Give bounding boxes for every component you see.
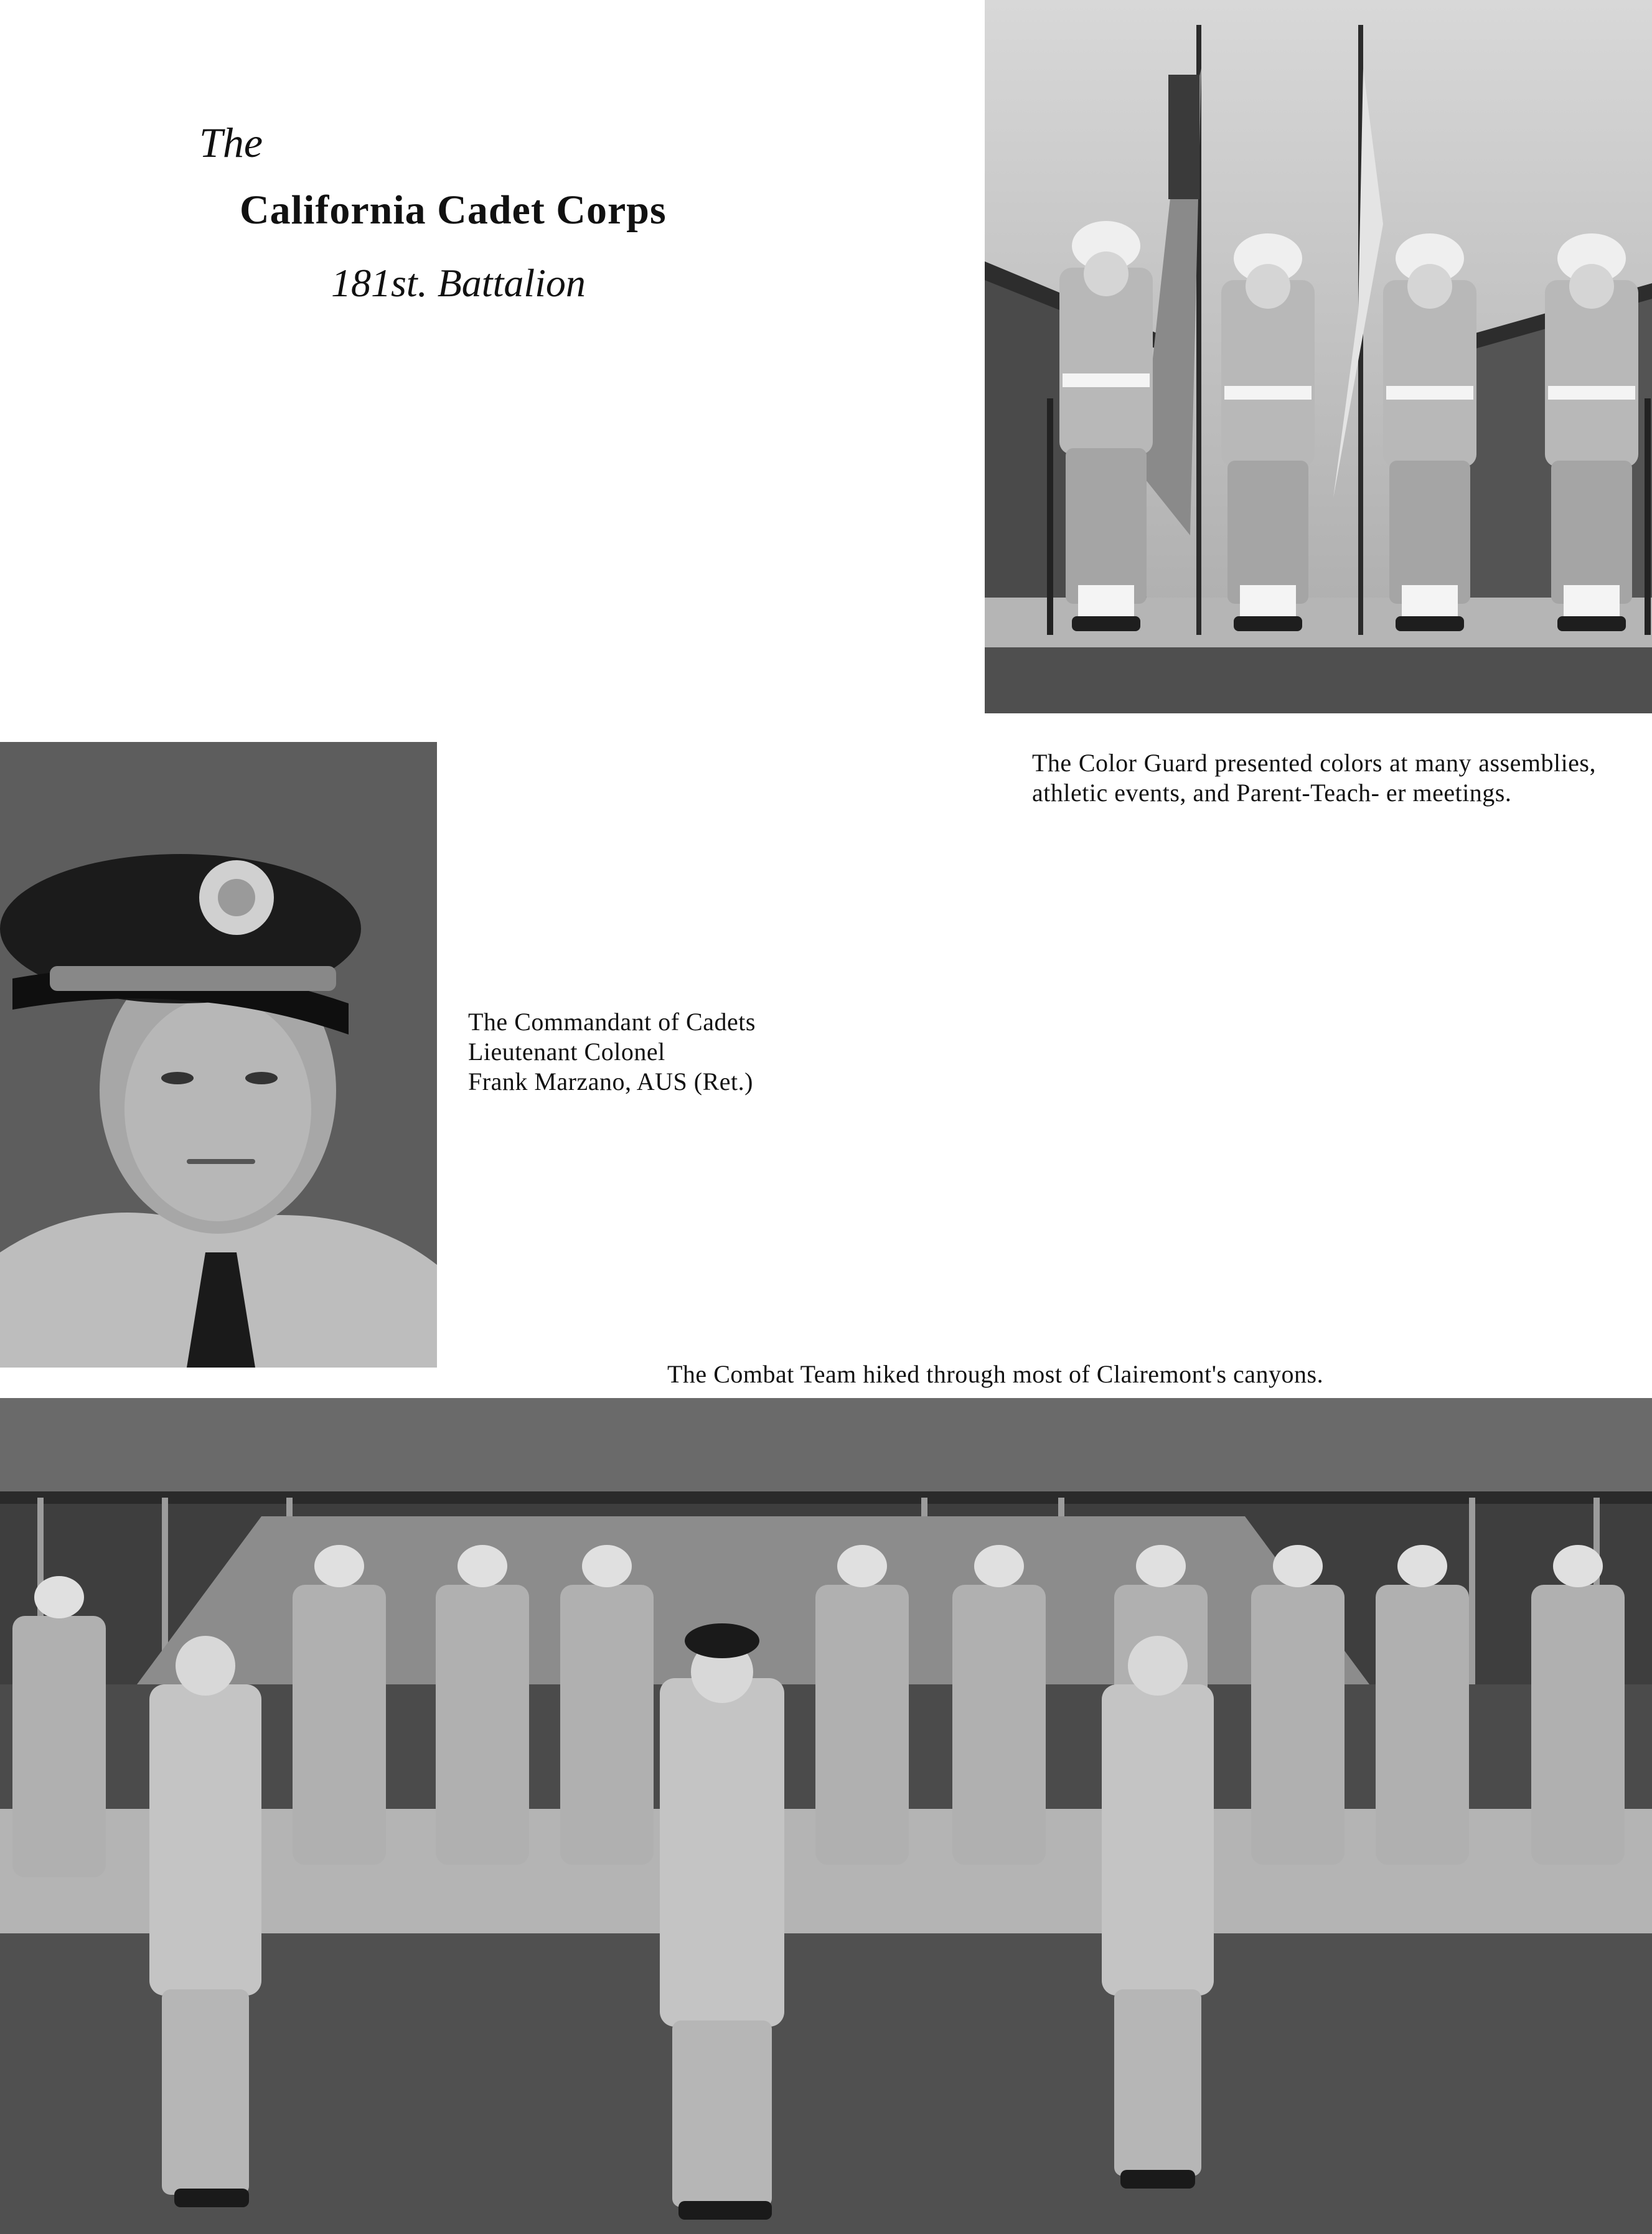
commandant-caption: [468, 1007, 866, 1097]
combat-team-caption: The Combat Team hiked through most of Clairemont's canyons.: [667, 1360, 1324, 1388]
commandant-illustration: [0, 742, 437, 1368]
color-guard-photo: [985, 0, 1652, 713]
color-guard-caption: The Color Guard presented colors at many assemblies, athletic events, and Parent-Teach- er meetings.: [1032, 749, 1596, 807]
page-subtitle: 181st. Battalion: [331, 261, 586, 305]
commandant-caption-line2: Lieutenant Colonel: [468, 1038, 665, 1066]
heading-the: The: [199, 119, 263, 166]
commandant-photo: [0, 742, 437, 1368]
combat-team-photo: [0, 1398, 1652, 2234]
commandant-caption-line1: The Commandant of Cadets: [468, 1008, 756, 1036]
page-title: California Cadet Corps: [240, 187, 667, 233]
commandant-caption-line3: Frank Marzano, AUS (Ret.): [468, 1068, 753, 1096]
combat-team-illustration: [0, 1398, 1652, 2234]
color-guard-illustration: [985, 0, 1652, 713]
